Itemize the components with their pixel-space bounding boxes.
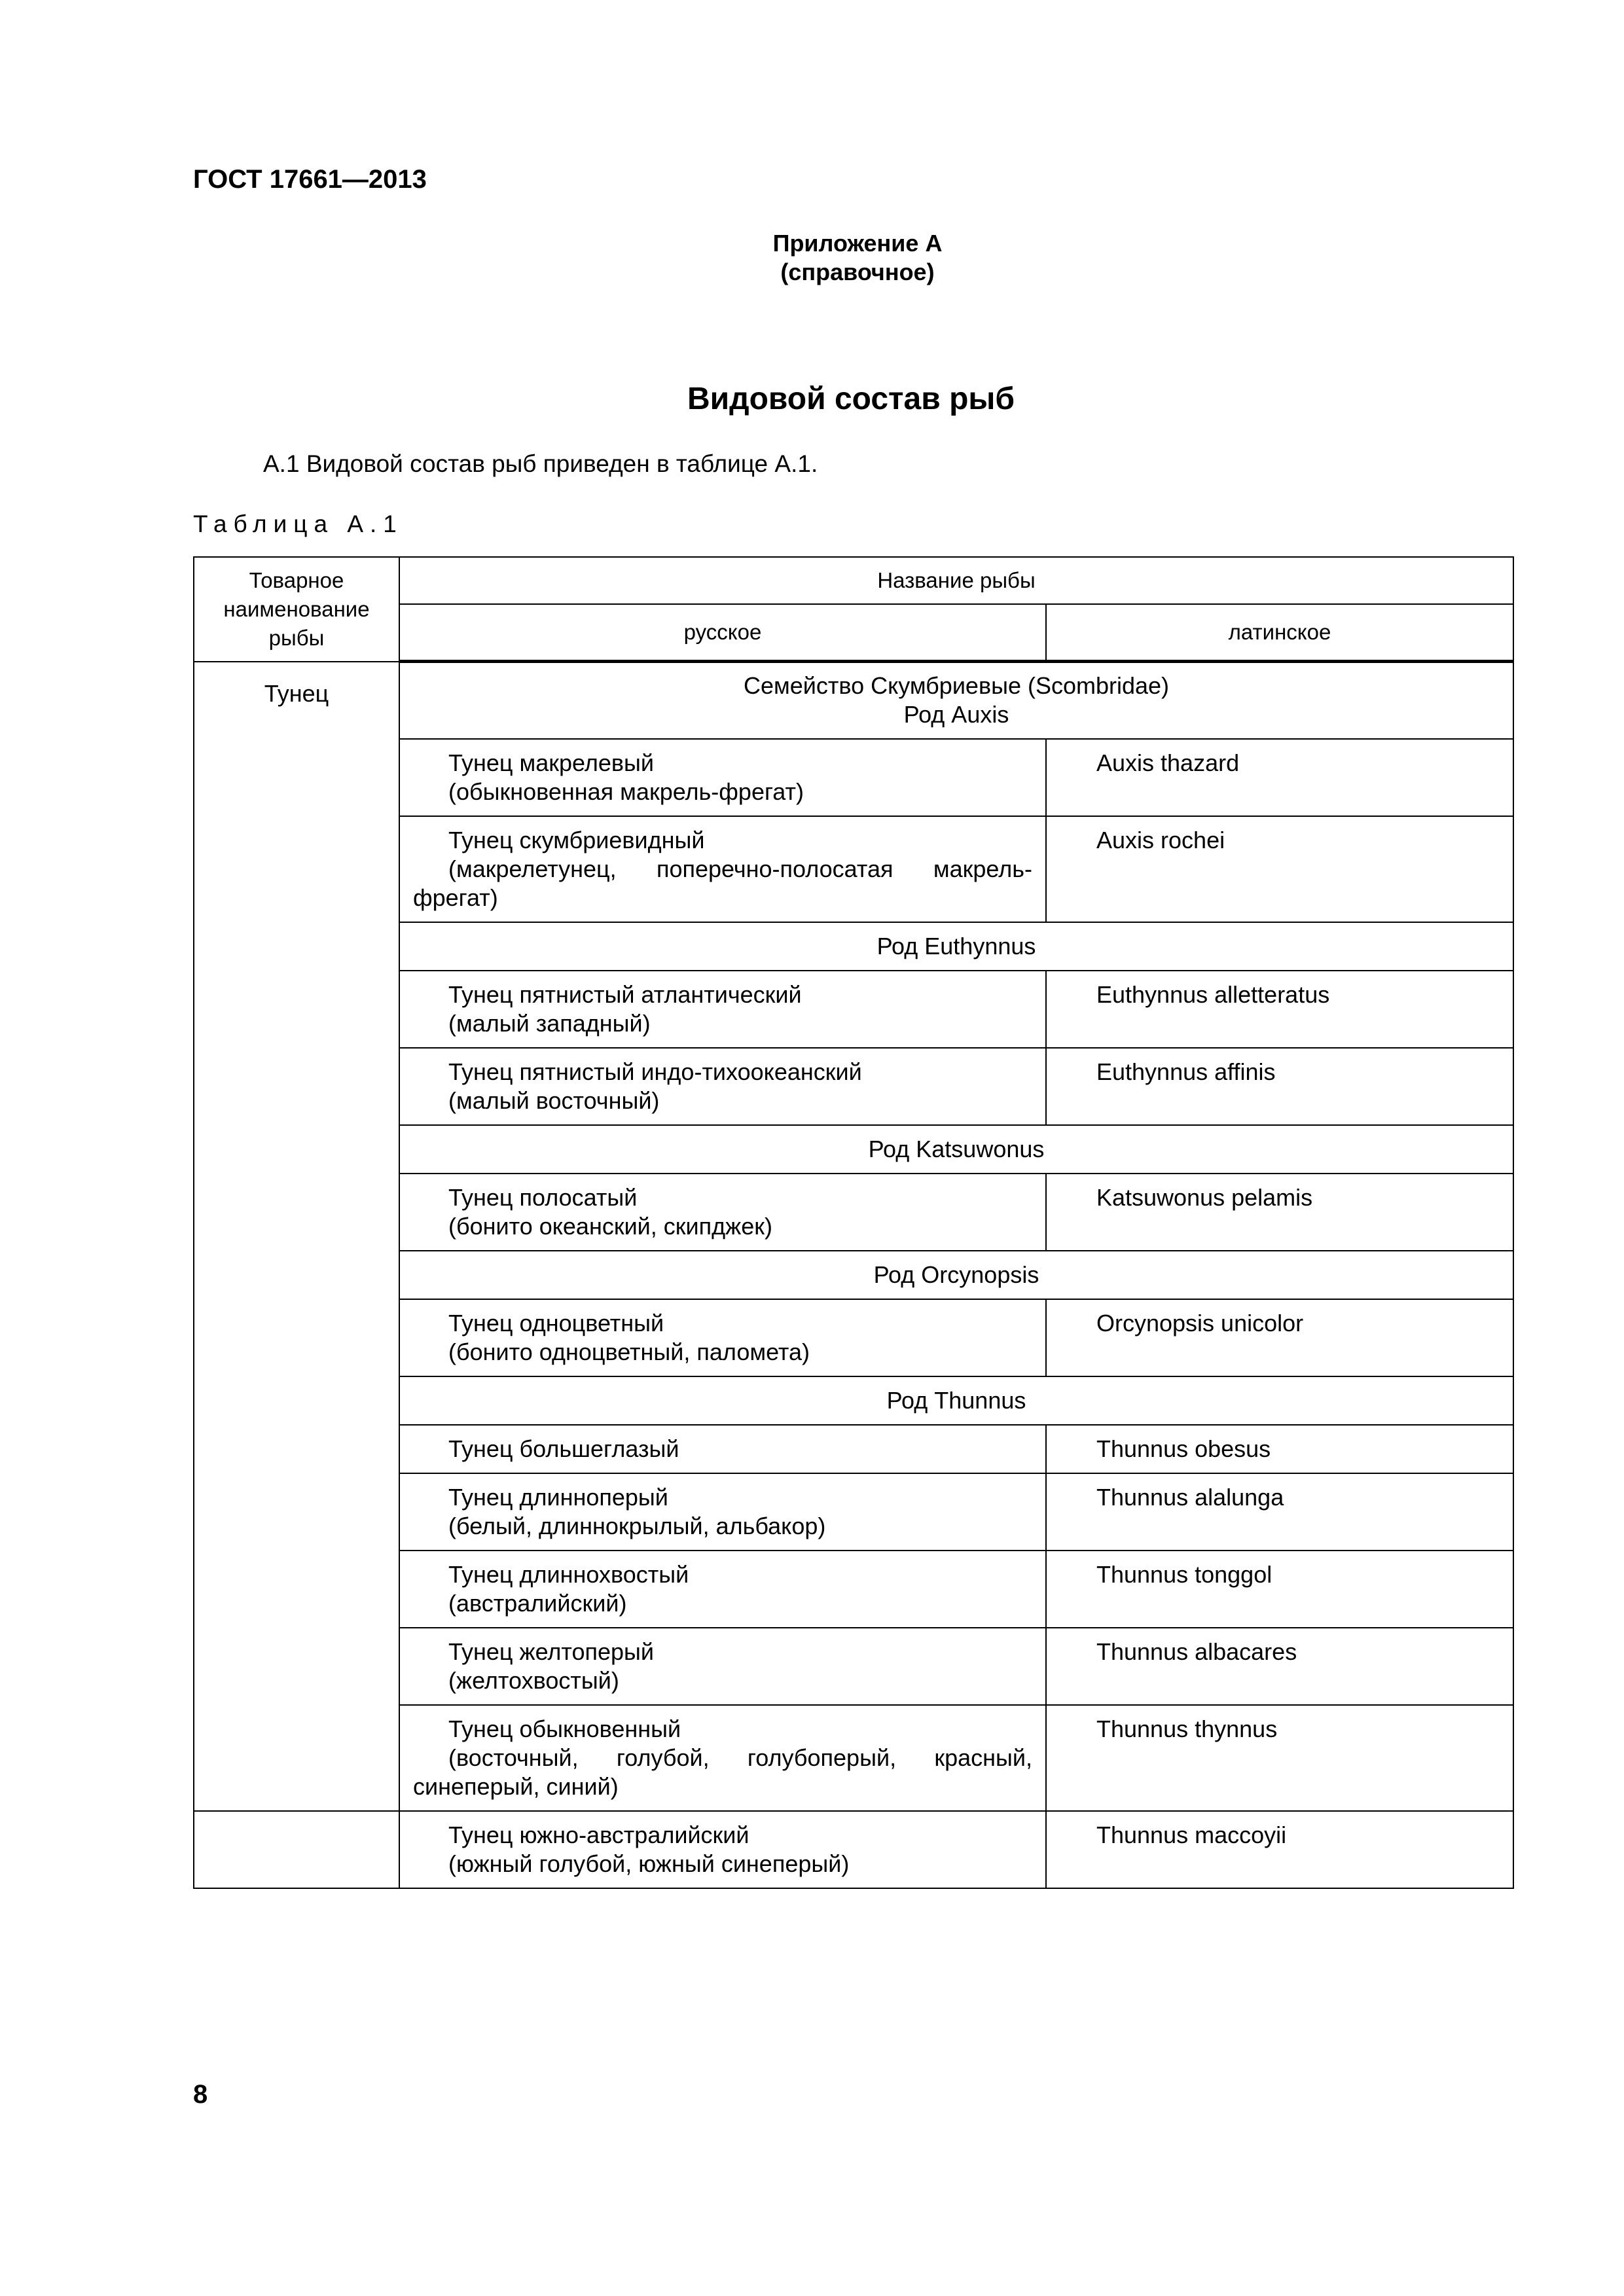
latin-name-cell: Thunnus maccoyii [1046, 1811, 1513, 1888]
russian-name-cell: Тунец желтоперый (желтохвостый) [399, 1628, 1046, 1705]
section-title: Видовой состав рыб [687, 382, 1015, 416]
genus-row: Род Euthynnus [399, 922, 1513, 971]
latin-name-cell: Thunnus thynnus [1046, 1705, 1513, 1811]
russian-name-cell: Тунец обыкновенный (восточный, голубой, голубоперый, красный, синеперый, синий) [399, 1705, 1046, 1811]
genus-row: Род Orcynopsis [399, 1251, 1513, 1299]
intro-text: А.1 Видовой состав рыб приведен в таблице А.1. [263, 450, 818, 477]
genus-auxis: Род Auxis [903, 701, 1009, 728]
russian-name-cell: Тунец одноцветный (бонито одноцветный, паломета) [399, 1299, 1046, 1376]
trade-name-cell: Тунец [194, 662, 399, 1811]
russian-name-cell: Тунец большеглазый [399, 1425, 1046, 1473]
russian-name-cell: Тунец длинноперый (белый, длиннокрылый, альбакор) [399, 1473, 1046, 1551]
latin-name-cell: Thunnus tonggol [1046, 1551, 1513, 1628]
appendix-title: Приложение А [772, 230, 943, 257]
latin-name-cell: Thunnus obesus [1046, 1425, 1513, 1473]
russian-name-cell: Тунец пятнистый индо-тихоокеанский (малый восточный) [399, 1048, 1046, 1125]
latin-name-cell: Auxis rochei [1046, 816, 1513, 922]
trade-name-cell-empty [194, 1811, 399, 1888]
header-fish-name: Название рыбы [399, 557, 1513, 604]
genus-row: Род Katsuwonus [399, 1125, 1513, 1174]
latin-name-cell: Orcynopsis unicolor [1046, 1299, 1513, 1376]
russian-name-cell: Тунец южно-австралийский (южный голубой, южный синеперый) [399, 1811, 1046, 1888]
russian-name-cell: Тунец скумбриевидный (макрелетунец, поперечно-полосатая макрель- фрегат) [399, 816, 1046, 922]
header-trade-name: Товарное наименование рыбы [194, 557, 399, 662]
genus-row: Род Thunnus [399, 1376, 1513, 1425]
family-name: Семейство Скумбриевые (Scombridae) [743, 672, 1170, 700]
page-number: 8 [193, 2080, 208, 2109]
family-header [399, 662, 1513, 739]
russian-name-cell: Тунец длиннохвостый (австралийский) [399, 1551, 1046, 1628]
standard-header: ГОСТ 17661—2013 [193, 165, 427, 194]
latin-name-cell: Thunnus alalunga [1046, 1473, 1513, 1551]
latin-name-cell: Auxis thazard [1046, 739, 1513, 816]
header-latin: латинское [1046, 604, 1513, 662]
table-caption: Таблица А.1 [193, 511, 403, 537]
latin-name-cell: Thunnus albacares [1046, 1628, 1513, 1705]
russian-name-cell: Тунец макрелевый (обыкновенная макрель-фрегат) [399, 739, 1046, 816]
russian-name-cell: Тунец пятнистый атлантический (малый западный) [399, 971, 1046, 1048]
latin-name-cell: Katsuwonus pelamis [1046, 1174, 1513, 1251]
species-table [193, 556, 1514, 1889]
appendix-type: (справочное) [780, 259, 935, 285]
header-russian: русское [399, 604, 1046, 662]
russian-name-cell: Тунец полосатый (бонито океанский, скипджек) [399, 1174, 1046, 1251]
latin-name-cell: Euthynnus affinis [1046, 1048, 1513, 1125]
table-row [194, 1811, 1513, 1888]
latin-name-cell: Euthynnus alletteratus [1046, 971, 1513, 1048]
